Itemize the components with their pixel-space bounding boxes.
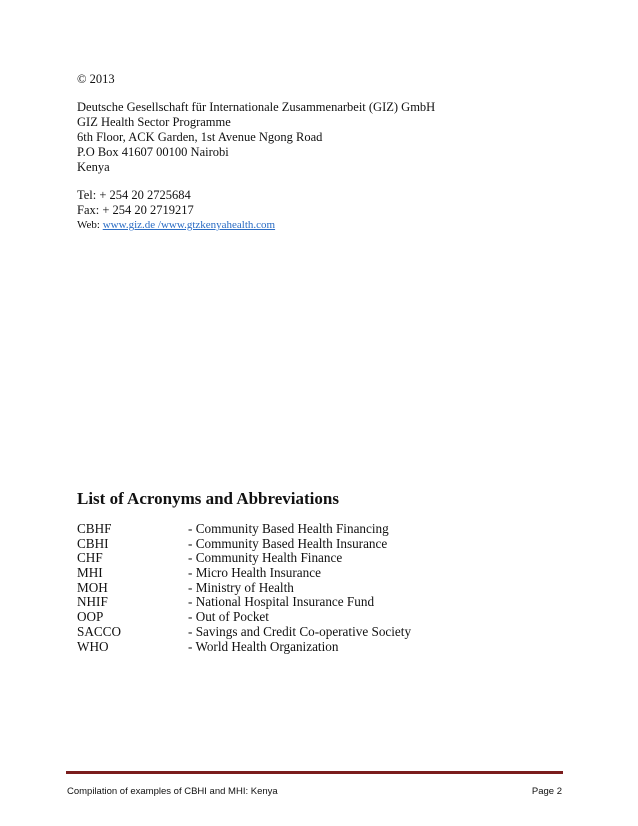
acronym-row	[77, 522, 557, 537]
acronym-definition: - World Health Organization	[188, 638, 339, 654]
acronym-row	[77, 640, 557, 655]
web-label: Web:	[77, 219, 103, 231]
web-line	[77, 218, 557, 233]
telephone: Tel: + 254 20 2725684	[77, 188, 191, 202]
acronym-term: MHI	[77, 565, 103, 581]
acronym-definition: - Community Based Health Financing	[188, 521, 389, 536]
acronym-term: NHIF	[77, 594, 108, 610]
fax: Fax: + 254 20 2719217	[77, 203, 194, 217]
acronym-definition: - Savings and Credit Co-operative Society	[188, 623, 412, 639]
copyright-text: © 2013	[77, 72, 115, 86]
acronym-section	[77, 489, 557, 654]
acronym-term: MOH	[77, 579, 108, 595]
acronym-definition: - Community Health Finance	[188, 550, 343, 566]
acronym-definition: - Out of Pocket	[188, 609, 269, 625]
acronym-list	[77, 522, 557, 654]
spacer	[77, 175, 557, 188]
acronym-term: CHF	[77, 550, 103, 566]
acronym-term: WHO	[77, 638, 109, 654]
acronym-definition: - Community Based Health Insurance	[188, 535, 388, 551]
acronym-row	[77, 551, 557, 566]
acronym-definition: - National Hospital Insurance Fund	[188, 594, 375, 610]
acronym-row	[77, 581, 557, 596]
acronym-definition: - Ministry of Health	[188, 579, 294, 595]
organization-name: Deutsche Gesellschaft für Internationale Zusammenarbeit (GIZ) GmbH	[77, 100, 436, 114]
acronym-row	[77, 625, 557, 640]
acronym-term: OOP	[77, 609, 104, 625]
acronym-row	[77, 566, 557, 581]
acronym-term: SACCO	[77, 623, 121, 639]
acronym-term: CBHF	[77, 521, 112, 536]
web-link[interactable]: www.giz.de /www.gtzkenyahealth.com	[102, 219, 276, 231]
section-title: List of Acronyms and Abbreviations	[77, 489, 339, 508]
acronym-row	[77, 610, 557, 625]
acronym-definition: - Micro Health Insurance	[188, 565, 321, 581]
acronym-row	[77, 537, 557, 552]
acronym-term: CBHI	[77, 535, 109, 551]
footer-rule	[66, 771, 563, 774]
imprint-block	[77, 72, 557, 233]
po-box: P.O Box 41607 00100 Nairobi	[77, 145, 229, 159]
programme-name: GIZ Health Sector Programme	[77, 115, 231, 129]
spacer	[77, 87, 557, 100]
acronym-row	[77, 595, 557, 610]
footer-document-title: Compilation of examples of CBHI and MHI: Kenya	[67, 786, 278, 797]
street-address: 6th Floor, ACK Garden, 1st Avenue Ngong Road	[77, 130, 323, 144]
country: Kenya	[77, 160, 110, 174]
page-number: Page 2	[531, 786, 562, 797]
